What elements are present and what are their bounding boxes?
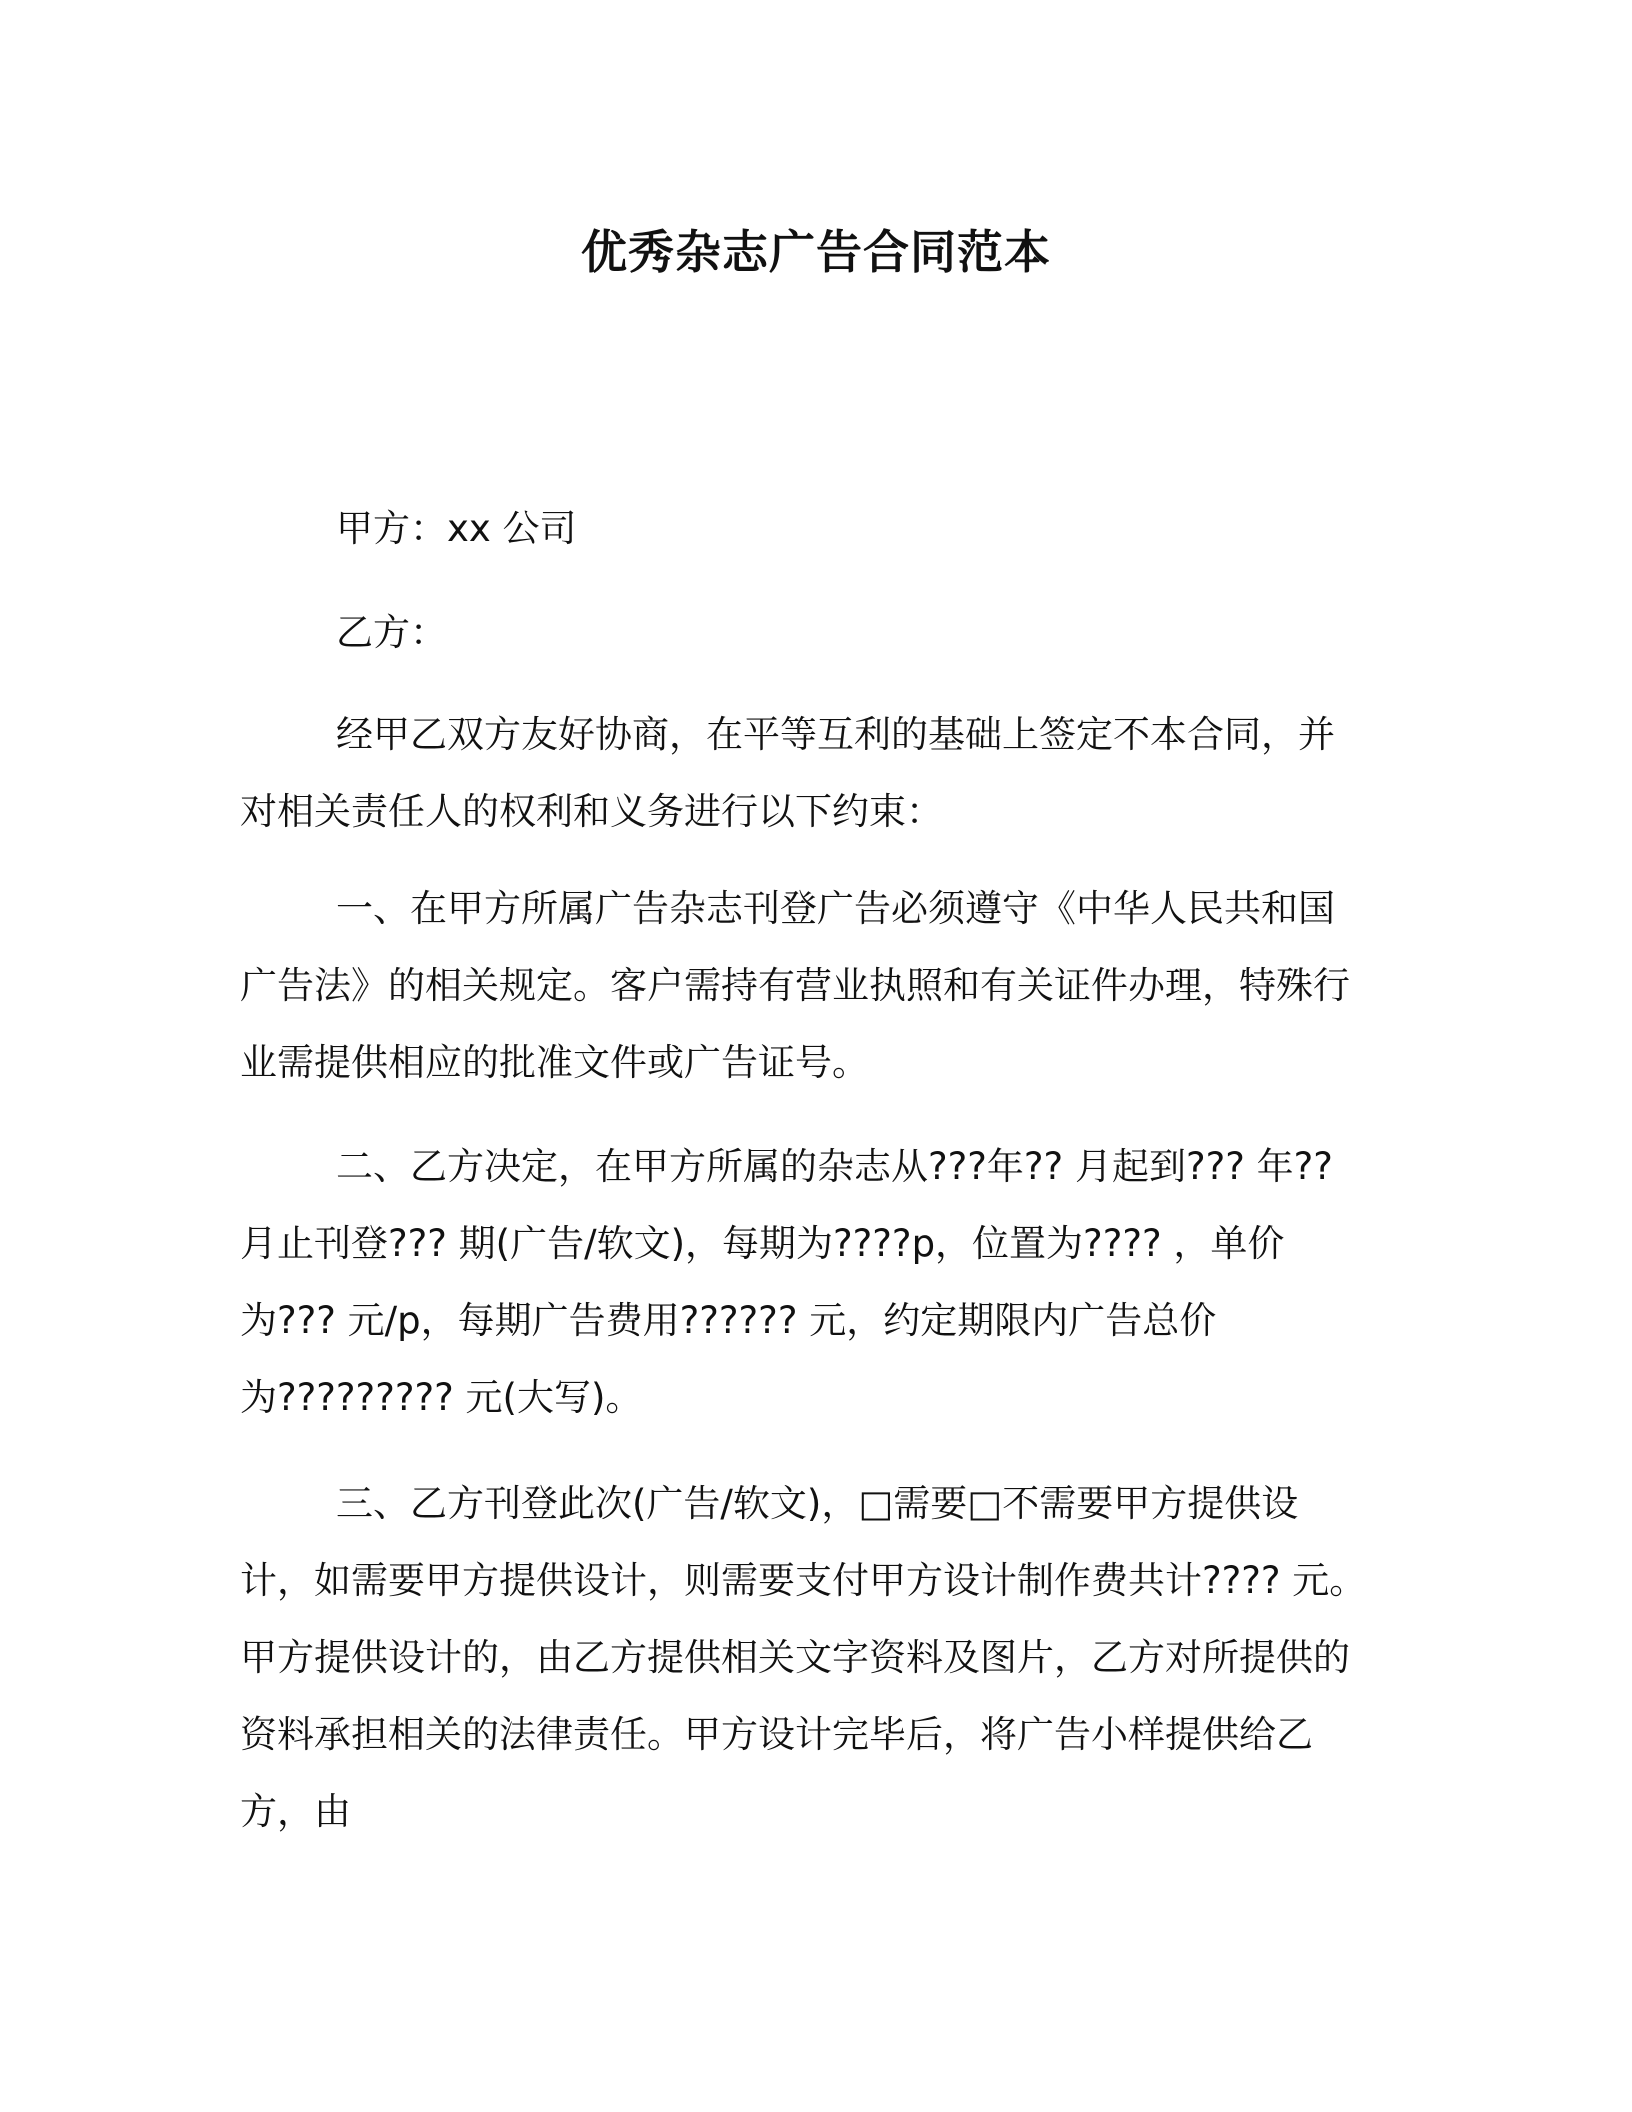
clause-1-paragraph: 一、在甲方所属广告杂志刊登广告必须遵守《中华人民共和国广告法》的相关规定。客户需持有营业执照和有关证件办理，特殊行业需提供相应的批准文件或广告证号。 — [240, 887, 1350, 1084]
intro-paragraph: 经甲乙双方友好协商，在平等互利的基础上签定不本合同，并对相关责任人的权利和义务进行以下约束： — [240, 713, 1335, 833]
clause-3-paragraph: 三、乙方刊登此次(广告/软文)，□需要□不需要甲方提供设计，如需要甲方提供设计，则需要支付甲方设计制作费共计???? 元。甲方提供设计的，由乙方提供相关文字资料及图片，乙方对所提供的资料承担相关的法律责任。甲方设计完毕后，将广告小样提供给乙方，由 — [240, 1482, 1367, 1833]
document-title: 优秀杂志广告合同范本 — [581, 225, 1051, 279]
party-b-line: 乙方： — [336, 611, 447, 654]
clause-2-paragraph: 二、乙方决定，在甲方所属的杂志从???年?? 月起到??? 年?? 月止刊登??? 期(广告/软文)，每期为????p，位置为???? ，单价为??? 元/p，每期广告费用?????? 元，约定期限内广告总价为????????? 元(大写)。 — [240, 1145, 1333, 1419]
party-a-line: 甲方：xx 公司 — [336, 507, 577, 550]
